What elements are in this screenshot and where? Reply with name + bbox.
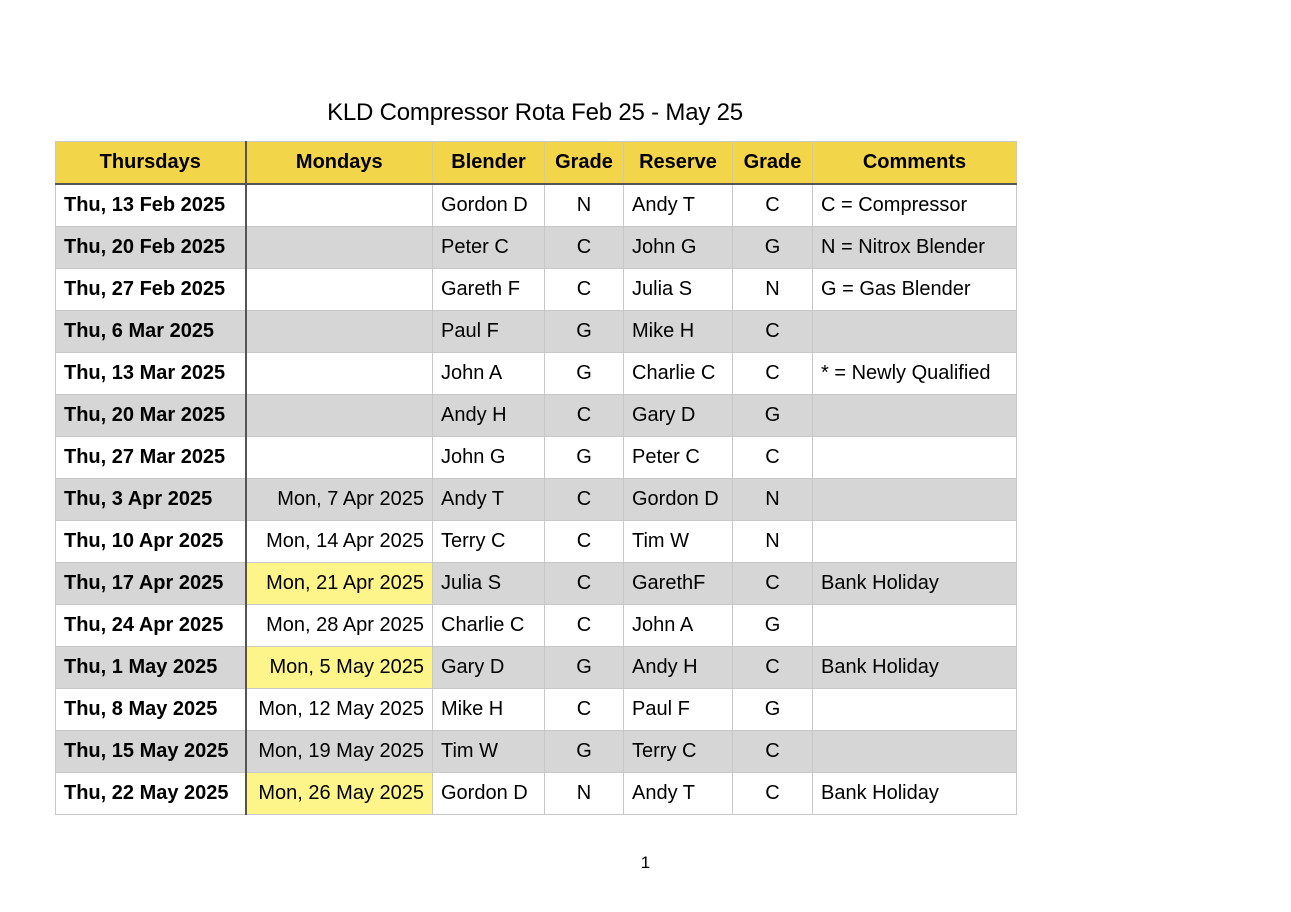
blender-grade-cell: G: [545, 353, 624, 395]
thursday-cell: Thu, 13 Mar 2025: [56, 353, 246, 395]
blender-grade-cell: C: [545, 227, 624, 269]
blender-grade-cell: C: [545, 395, 624, 437]
header-comments: Comments: [813, 142, 1017, 185]
table-header: [56, 142, 1017, 185]
table-row: [56, 647, 1017, 689]
blender-cell: Gary D: [433, 647, 545, 689]
comments-cell: [813, 311, 1017, 353]
table-row: [56, 227, 1017, 269]
table-row: [56, 311, 1017, 353]
thursday-cell: Thu, 20 Mar 2025: [56, 395, 246, 437]
table-row: [56, 395, 1017, 437]
reserve-grade-cell: C: [733, 647, 813, 689]
blender-grade-cell: C: [545, 479, 624, 521]
reserve-grade-cell: C: [733, 731, 813, 773]
document-title: KLD Compressor Rota Feb 25 - May 25: [327, 99, 743, 126]
comments-cell: C = Compressor: [813, 184, 1017, 227]
comments-cell: Bank Holiday: [813, 563, 1017, 605]
blender-cell: Gareth F: [433, 269, 545, 311]
reserve-cell: Mike H: [624, 311, 733, 353]
comments-cell: [813, 395, 1017, 437]
blender-cell: Terry C: [433, 521, 545, 563]
monday-cell: Mon, 12 May 2025: [246, 689, 433, 731]
thursday-cell: Thu, 27 Mar 2025: [56, 437, 246, 479]
header-reserve: Reserve: [624, 142, 733, 185]
monday-cell: [246, 227, 433, 269]
reserve-grade-cell: N: [733, 269, 813, 311]
blender-cell: Andy T: [433, 479, 545, 521]
reserve-cell: John G: [624, 227, 733, 269]
reserve-cell: Tim W: [624, 521, 733, 563]
comments-cell: Bank Holiday: [813, 647, 1017, 689]
table-row: [56, 605, 1017, 647]
reserve-cell: John A: [624, 605, 733, 647]
thursday-cell: Thu, 17 Apr 2025: [56, 563, 246, 605]
table-row: [56, 689, 1017, 731]
comments-cell: * = Newly Qualified: [813, 353, 1017, 395]
comments-cell: Bank Holiday: [813, 773, 1017, 815]
thursday-cell: Thu, 8 May 2025: [56, 689, 246, 731]
table-row: [56, 269, 1017, 311]
monday-cell: Mon, 14 Apr 2025: [246, 521, 433, 563]
reserve-grade-cell: C: [733, 353, 813, 395]
reserve-cell: Charlie C: [624, 353, 733, 395]
table-row: [56, 437, 1017, 479]
reserve-cell: Gordon D: [624, 479, 733, 521]
blender-cell: John A: [433, 353, 545, 395]
blender-grade-cell: C: [545, 563, 624, 605]
table-row: [56, 479, 1017, 521]
reserve-cell: Andy T: [624, 773, 733, 815]
reserve-grade-cell: C: [733, 184, 813, 227]
monday-cell: [246, 395, 433, 437]
reserve-cell: GarethF: [624, 563, 733, 605]
reserve-cell: Julia S: [624, 269, 733, 311]
thursday-cell: Thu, 6 Mar 2025: [56, 311, 246, 353]
monday-cell: Mon, 19 May 2025: [246, 731, 433, 773]
reserve-grade-cell: C: [733, 437, 813, 479]
header-blender: Blender: [433, 142, 545, 185]
blender-grade-cell: G: [545, 437, 624, 479]
monday-cell: [246, 353, 433, 395]
thursday-cell: Thu, 13 Feb 2025: [56, 184, 246, 227]
monday-cell: Mon, 26 May 2025: [246, 773, 433, 815]
reserve-cell: Gary D: [624, 395, 733, 437]
comments-cell: [813, 437, 1017, 479]
blender-cell: Peter C: [433, 227, 545, 269]
monday-cell: Mon, 7 Apr 2025: [246, 479, 433, 521]
table-row: [56, 773, 1017, 815]
table-row: [56, 184, 1017, 227]
monday-cell: Mon, 28 Apr 2025: [246, 605, 433, 647]
blender-grade-cell: G: [545, 731, 624, 773]
page-number: 1: [640, 853, 651, 872]
thursday-cell: Thu, 27 Feb 2025: [56, 269, 246, 311]
blender-grade-cell: N: [545, 184, 624, 227]
thursday-cell: Thu, 15 May 2025: [56, 731, 246, 773]
header-blender-grade: Grade: [545, 142, 624, 185]
table-row: [56, 521, 1017, 563]
blender-cell: Julia S: [433, 563, 545, 605]
monday-cell: Mon, 5 May 2025: [246, 647, 433, 689]
blender-cell: Paul F: [433, 311, 545, 353]
blender-grade-cell: C: [545, 269, 624, 311]
blender-grade-cell: C: [545, 605, 624, 647]
blender-cell: John G: [433, 437, 545, 479]
reserve-cell: Paul F: [624, 689, 733, 731]
comments-cell: N = Nitrox Blender: [813, 227, 1017, 269]
reserve-cell: Peter C: [624, 437, 733, 479]
blender-grade-cell: G: [545, 647, 624, 689]
blender-grade-cell: C: [545, 521, 624, 563]
comments-cell: [813, 605, 1017, 647]
blender-cell: Gordon D: [433, 184, 545, 227]
reserve-cell: Andy H: [624, 647, 733, 689]
comments-cell: G = Gas Blender: [813, 269, 1017, 311]
reserve-grade-cell: G: [733, 605, 813, 647]
table-row: [56, 353, 1017, 395]
monday-cell: Mon, 21 Apr 2025: [246, 563, 433, 605]
monday-cell: [246, 184, 433, 227]
thursday-cell: Thu, 3 Apr 2025: [56, 479, 246, 521]
reserve-cell: Andy T: [624, 184, 733, 227]
comments-cell: [813, 521, 1017, 563]
table-row: [56, 731, 1017, 773]
thursday-cell: Thu, 20 Feb 2025: [56, 227, 246, 269]
thursday-cell: Thu, 1 May 2025: [56, 647, 246, 689]
reserve-grade-cell: G: [733, 395, 813, 437]
monday-cell: [246, 269, 433, 311]
header-reserve-grade: Grade: [733, 142, 813, 185]
reserve-grade-cell: G: [733, 227, 813, 269]
reserve-grade-cell: C: [733, 563, 813, 605]
blender-cell: Charlie C: [433, 605, 545, 647]
comments-cell: [813, 479, 1017, 521]
blender-cell: Mike H: [433, 689, 545, 731]
header-thursdays: Thursdays: [56, 142, 246, 185]
thursday-cell: Thu, 10 Apr 2025: [56, 521, 246, 563]
header-row: [56, 142, 1017, 185]
table-row: [56, 563, 1017, 605]
blender-cell: Gordon D: [433, 773, 545, 815]
reserve-cell: Terry C: [624, 731, 733, 773]
thursday-cell: Thu, 24 Apr 2025: [56, 605, 246, 647]
reserve-grade-cell: N: [733, 479, 813, 521]
reserve-grade-cell: C: [733, 311, 813, 353]
blender-grade-cell: N: [545, 773, 624, 815]
blender-cell: Andy H: [433, 395, 545, 437]
reserve-grade-cell: N: [733, 521, 813, 563]
thursday-cell: Thu, 22 May 2025: [56, 773, 246, 815]
rota-table: [55, 141, 1017, 815]
blender-grade-cell: G: [545, 311, 624, 353]
comments-cell: [813, 689, 1017, 731]
table-body: [56, 184, 1017, 815]
header-mondays: Mondays: [246, 142, 433, 185]
comments-cell: [813, 731, 1017, 773]
monday-cell: [246, 311, 433, 353]
monday-cell: [246, 437, 433, 479]
blender-grade-cell: C: [545, 689, 624, 731]
blender-cell: Tim W: [433, 731, 545, 773]
reserve-grade-cell: G: [733, 689, 813, 731]
reserve-grade-cell: C: [733, 773, 813, 815]
